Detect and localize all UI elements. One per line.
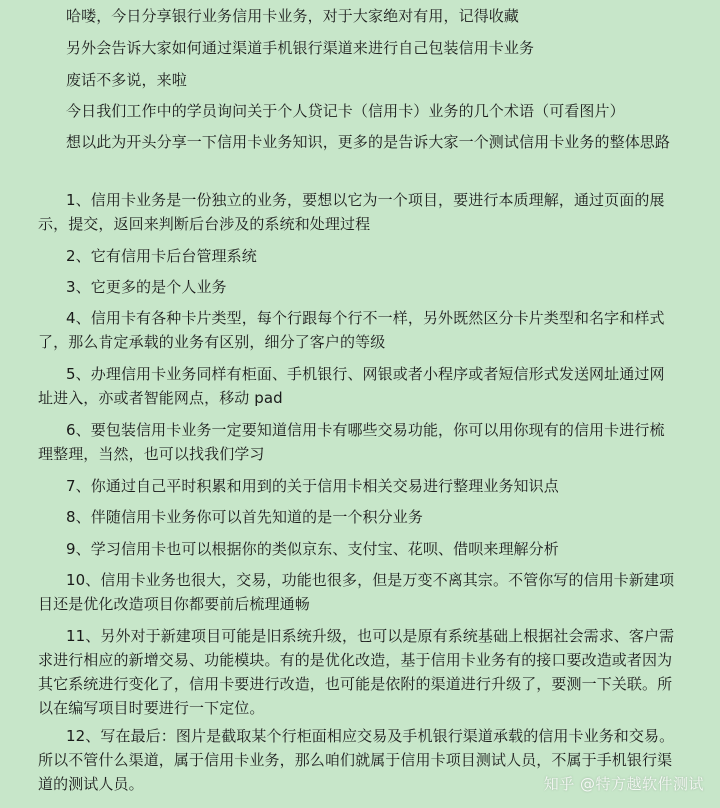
paragraph-point-8: 8、伴随信用卡业务你可以首先知道的是一个积分业务	[66, 508, 423, 526]
paragraph-point-6: 6、要包装信用卡业务一定要知道信用卡有哪些交易功能，你可以用你现有的信用卡进行梳理整理，当然，也可以找我们学习	[38, 421, 665, 463]
paragraph-point-3: 3、它更多的是个人业务	[66, 278, 227, 296]
paragraph-greeting: 哈喽，今日分享银行业务信用卡业务，对于大家绝对有用，记得收藏	[66, 7, 520, 25]
paragraph-point-11: 11、另外对于新建项目可能是旧系统升级，也可以是原有系统基础上根据社会需求、客户需求进行相应的新增交易、功能模块。有的是优化改造，基于信用卡业务有的接口要改造或者因为其它系统进行变化了，信用卡要进行改造，也可能是依附的渠道进行升级了，要测一下关联。所以在编写项目时要进行一下定位。	[38, 627, 675, 717]
paragraph-question: 今日我们工作中的学员询问关于个人贷记卡（信用卡）业务的几个术语（可看图片）	[66, 102, 625, 120]
paragraph-lets-go: 废话不多说，来啦	[66, 71, 187, 89]
paragraph-point-12: 12、写在最后：图片是截取某个行柜面相应交易及手机银行渠道承载的信用卡业务和交易。所以不管什么渠道，属于信用卡业务，那么咱们就属于信用卡项目测试人员，不属于手机银行渠道的测试人员。	[38, 727, 675, 793]
zhihu-watermark: 知乎 @特方越软件测试	[543, 775, 704, 793]
paragraph-point-4: 4、信用卡有各种卡片类型，每个行跟每个行不一样，另外既然区分卡片类型和名字和样式了，那么肯定承载的业务有区别，细分了客户的等级	[38, 309, 665, 351]
paragraph-point-10: 10、信用卡业务也很大，交易，功能也很多，但是万变不离其宗。不管你写的信用卡新建项目还是优化改造项目你都要前后梳理通畅	[38, 571, 675, 613]
paragraph-point-7: 7、你通过自己平时积累和用到的关于信用卡相关交易进行整理业务知识点	[66, 477, 559, 495]
paragraph-point-9: 9、学习信用卡也可以根据你的类似京东、支付宝、花呗、借呗来理解分析	[66, 540, 559, 558]
paragraph-point-1: 1、信用卡业务是一份独立的业务，要想以它为一个项目，要进行本质理解，通过页面的展示，提交，返回来判断后台涉及的系统和处理过程	[38, 191, 665, 233]
paragraph-point-2: 2、它有信用卡后台管理系统	[66, 247, 257, 265]
paragraph-point-5: 5、办理信用卡业务同样有柜面、手机银行、网银或者小程序或者短信形式发送网址通过网址进入，亦或者智能网点，移动 pad	[38, 365, 665, 407]
paragraph-intro: 另外会告诉大家如何通过渠道手机银行渠道来进行自己包装信用卡业务	[66, 39, 535, 57]
paragraph-overview: 想以此为开头分享一下信用卡业务知识，更多的是告诉大家一个测试信用卡业务的整体思路	[66, 133, 671, 151]
